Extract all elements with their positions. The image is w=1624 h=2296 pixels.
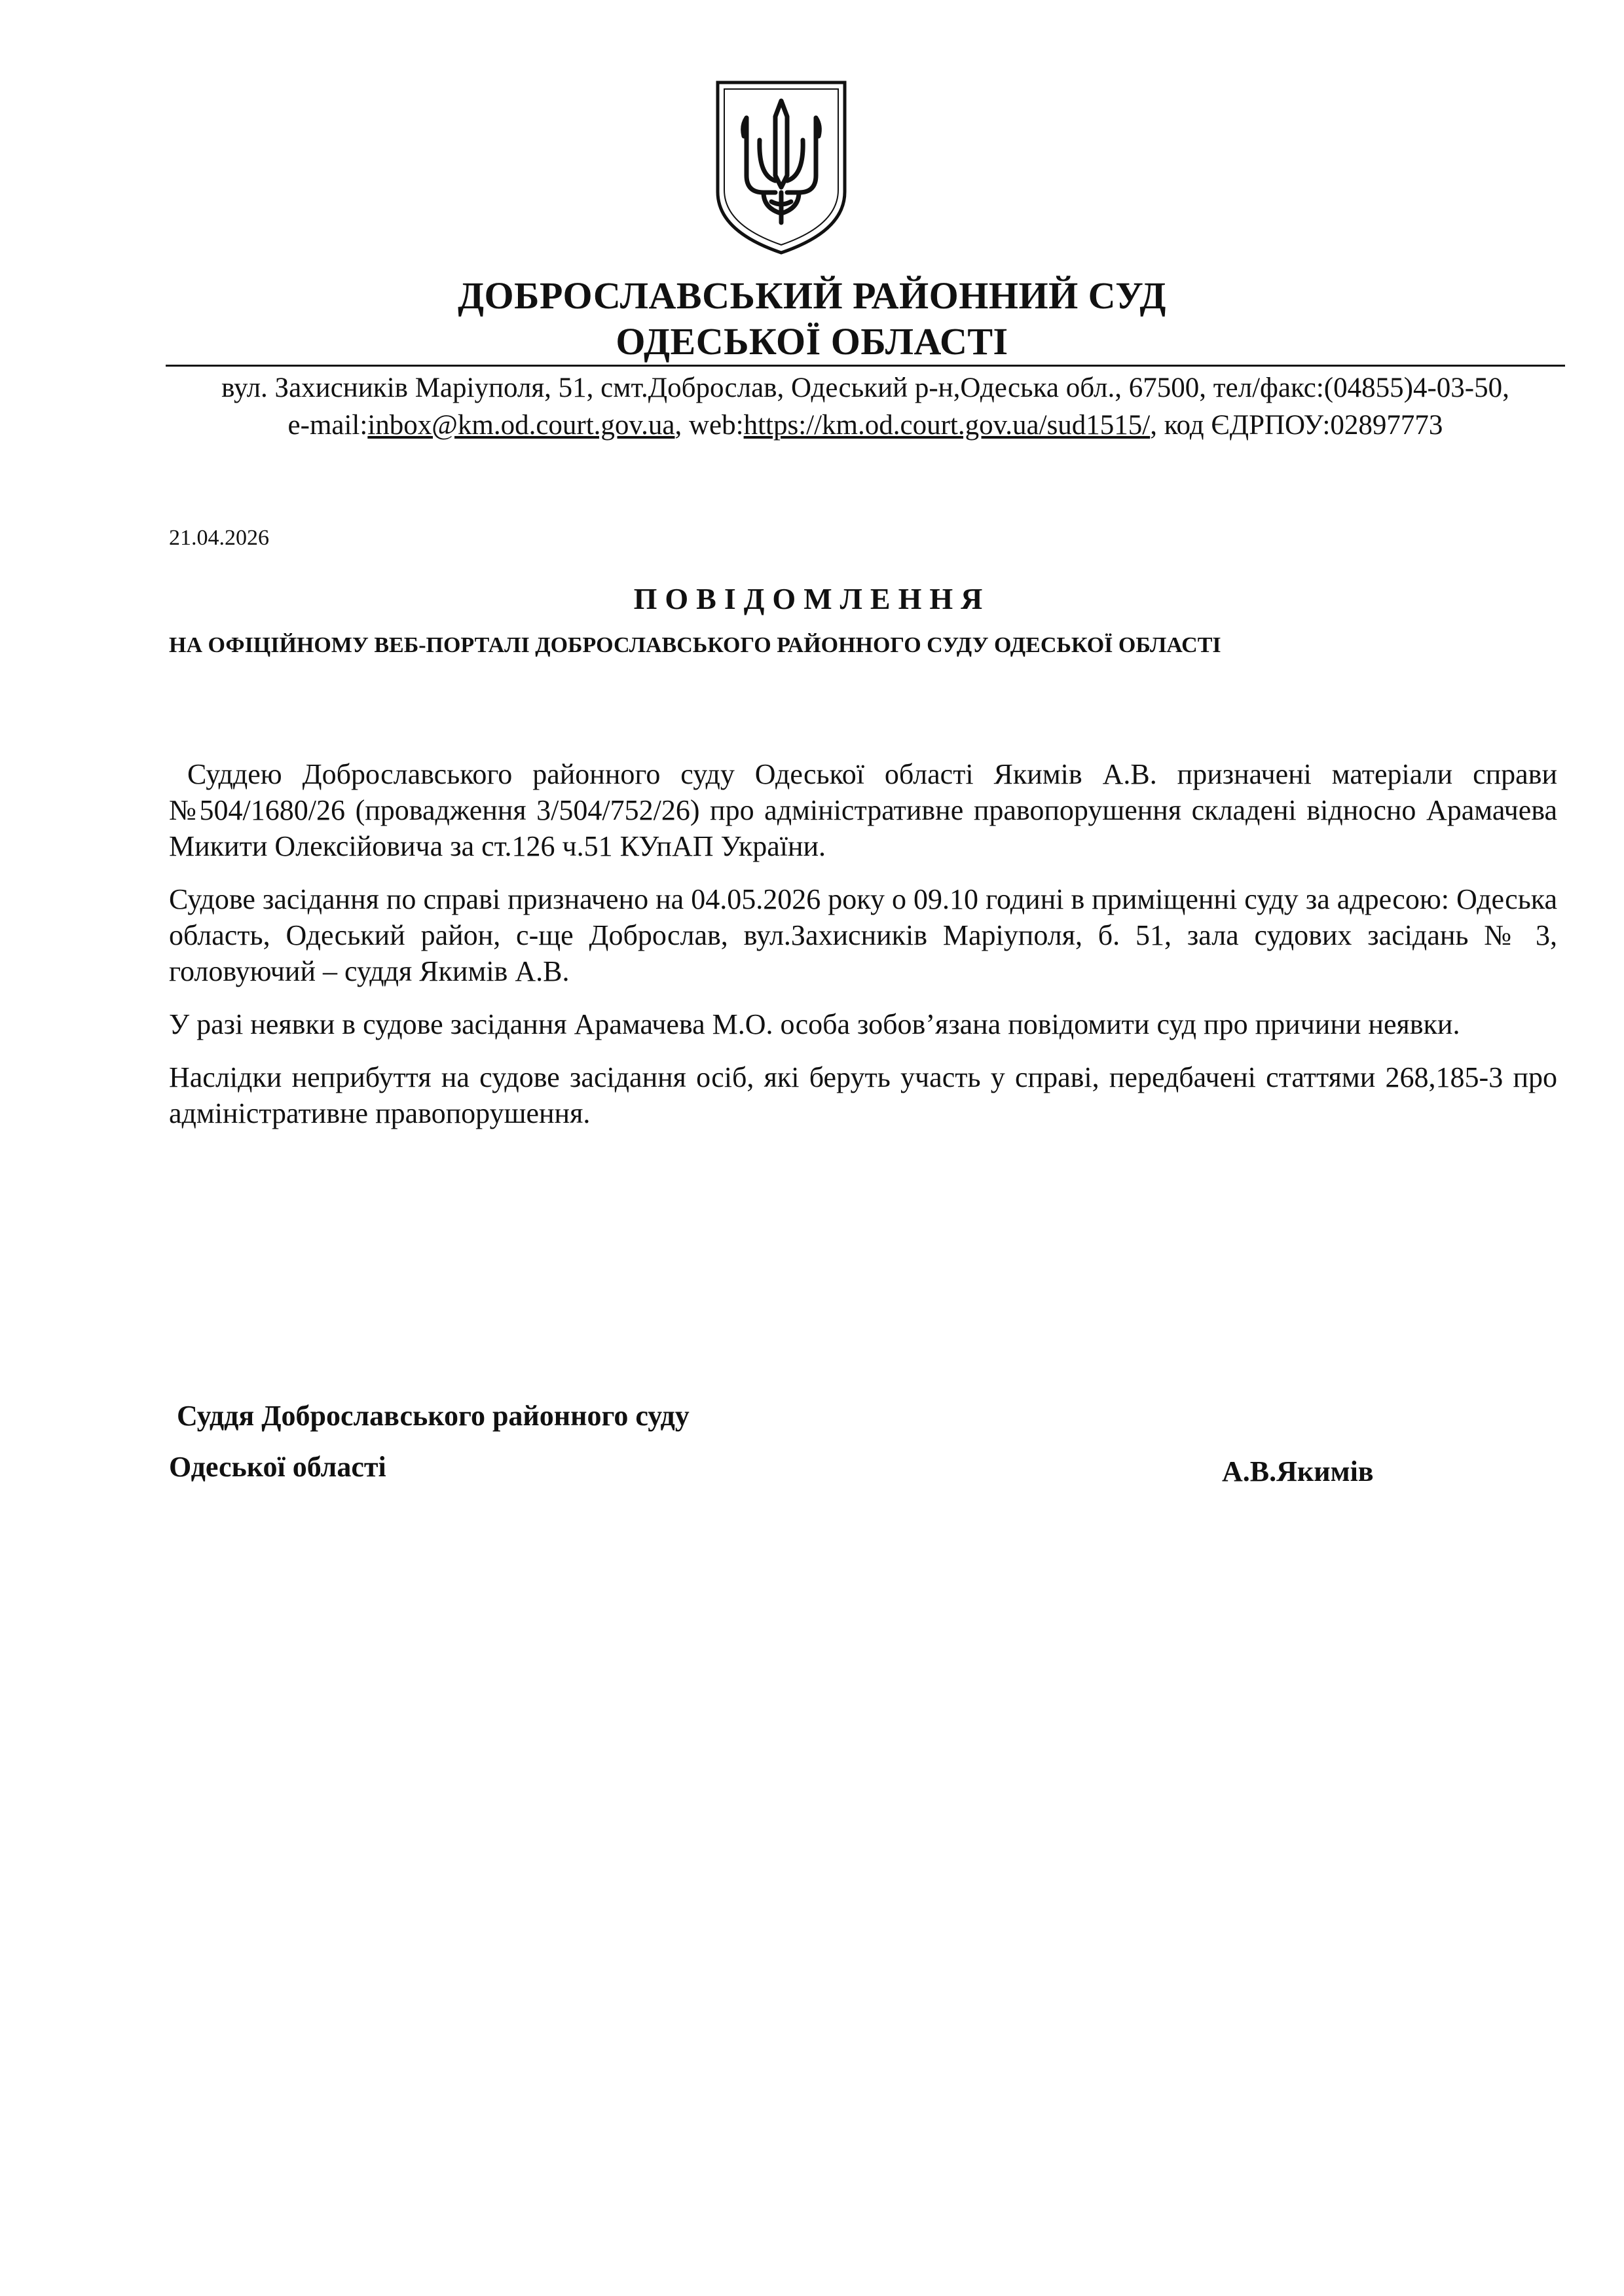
document-title: ПОВІДОМЛЕННЯ — [633, 582, 991, 615]
document-subtitle: НА ОФІЦІЙНОМУ ВЕБ-ПОРТАЛІ ДОБРОСЛАВСЬКОГО РАЙОННОГО СУДУ ОДЕСЬКОЇ ОБЛАСТІ — [169, 633, 1221, 657]
web-label: , web: — [674, 410, 744, 441]
signature-position-line1: Суддя Доброславського районного суду — [177, 1400, 690, 1432]
email-link[interactable]: inbox@km.od.court.gov.ua — [367, 410, 675, 441]
body-paragraph: У разі неявки в судове засідання Арамачева М.О. особа зобов’язана повідомити суд про причини неявки. — [169, 1008, 1460, 1040]
notice-body — [169, 756, 1557, 1148]
court-contacts — [166, 407, 1565, 444]
signature-judge-name: А.В.Якимів — [1222, 1455, 1374, 1487]
signature-position-line2: Одеської області — [169, 1451, 386, 1483]
tryzub-coat-of-arms-icon — [712, 77, 850, 257]
edrpou-code: , код ЄДРПОУ:02897773 — [1150, 410, 1443, 441]
court-name-line1: ДОБРОСЛАВСЬКИЙ РАЙОННИЙ СУД — [458, 274, 1166, 317]
court-name-line2: ОДЕСЬКОЇ ОБЛАСТІ — [616, 320, 1008, 363]
header-divider — [166, 365, 1565, 367]
body-paragraph: Суддею Доброславського районного суду Одеської області Якимів А.В. призначені матеріали справи №504/1680/26 (провадження 3/504/752/26) про адміністративне правопорушення складені відносно Арамачева Микити Олексійовича за ст.126 ч.51 КУпАП України. — [169, 758, 1557, 862]
body-paragraph: Судове засідання по справі призначено на 04.05.2026 року о 09.10 годині в приміщенні суду за адресою: Одеська область, Одеський район, с-ще Доброслав, вул.Захисників Маріуполя, б. 51, зала судових засідань № 3, головуючий – суддя Якимів А.В. — [169, 883, 1557, 987]
body-paragraph: Наслідки неприбуття на судове засідання осіб, які беруть участь у справі, передбачені статтями 268,185-3 про адміністративне правопорушення. — [169, 1061, 1557, 1129]
email-label: e-mail: — [287, 410, 368, 441]
court-address: вул. Захисників Маріуполя, 51, смт.Доброслав, Одеський р-н,Одеська обл., 67500, тел/факс:(04855)4-03-50, — [221, 373, 1509, 403]
website-link[interactable]: https://km.od.court.gov.ua/sud1515/ — [743, 410, 1151, 441]
document-date: 21.04.2026 — [169, 526, 269, 550]
